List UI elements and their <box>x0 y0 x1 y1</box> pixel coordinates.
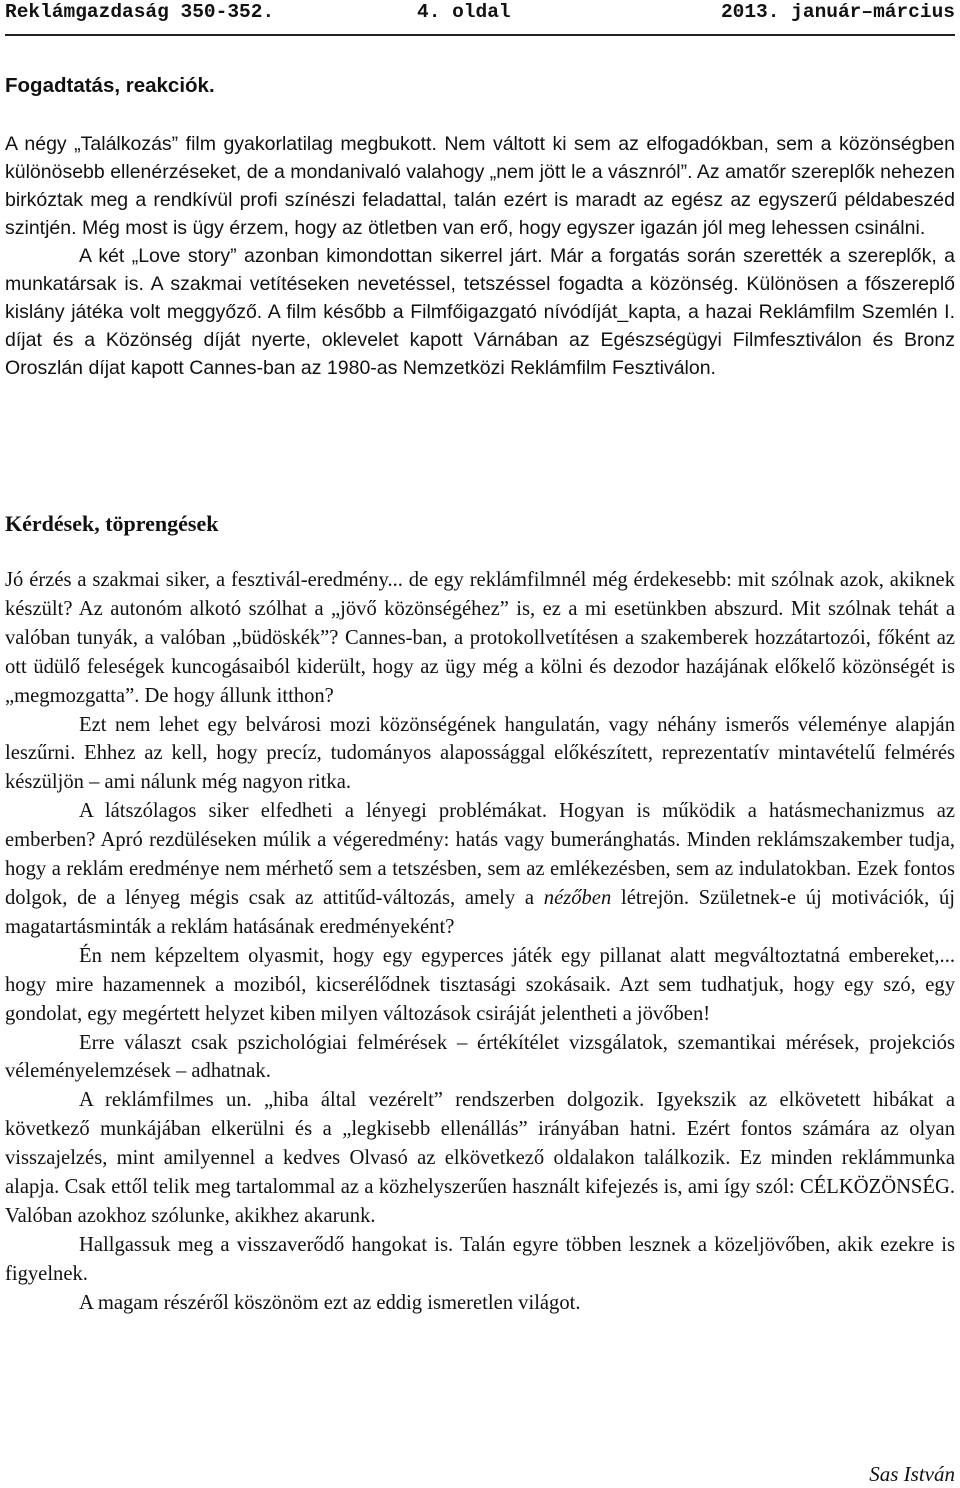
paragraph-text: A látszólagos siker elfedheti a lényegi problémákat. Hogyan is működik a hatásmechanizmus az emberben? Apró rezdüléseken múlik a végeredmény: hatás vagy bumeránghatás. Minden reklámszakember tudja, hogy a reklám eredménye nem mérhető sem a tetszésben, sem az emlékezésben, sem az indulatokban. Ezek fontos dolgok, de a lényeg mégis csak az attitűd-változás, amely a <box>5 800 955 909</box>
paragraph: Ezt nem lehet egy belvárosi mozi közönségének hangulatán, vagy néhány ismerős véleménye alapján leszűrni. Ehhez az kell, hogy precíz, tudományos alapossággal előkészített, reprezentatív mintavételű felmérés készüljön – ami nálunk még nagyon ritka. <box>5 713 955 794</box>
paragraph <box>5 797 955 942</box>
author-signature: Sas István <box>869 1462 955 1486</box>
page-header <box>5 0 955 36</box>
section-questions-body <box>5 566 955 1318</box>
paragraph: Én nem képzeltem olyasmit, hogy egy egyperces játék egy pillanat alatt megváltoztatná embereket,... hogy mire hazamennek a moziból, kicserélődnek tisztasági szokásaik. Azt sem tudhatjuk, hogy egy szó, egy gondolat, egy megértett helyzet kiben milyen változások csiráját jelentheti a jövőben! <box>5 944 955 1025</box>
issue-date: 2013. január–március <box>720 1 955 23</box>
paragraph: Hallgassuk meg a visszaverődő hangokat is. Talán egyre többen lesznek a közeljövőben, akik ezekre is figyelnek. <box>5 1233 955 1285</box>
document-page <box>5 0 955 1314</box>
section-reception-body <box>5 130 955 382</box>
publication-title: Reklámgazdaság 350-352. <box>5 1 275 23</box>
paragraph: A két „Love story” azonban kimondottan sikerrel járt. Már a forgatás során szerették a szereplők, a munkatársak is. A szakmai vetítéseken nevetéssel, tetszéssel fogadta a közönség. Különösen a főszereplő kislány játéka volt meggyőző. A film később a Filmfőigazgató nívódíját_kapta, a hazai Reklámfilm Szemlén I. díjat és a Közönség díját nyerte, oklevelet kapott Várnában az Egészségügyi Filmfesztiválon és Bronz Oroszlán díjat kapott Cannes-ban az 1980-as Nemzetközi Reklámfilm Fesztiválon. <box>5 245 955 379</box>
paragraph: Jó érzés a szakmai siker, a fesztivál-eredmény... de egy reklámfilmnél még érdekesebb: mit szólnak azok, akiknek készült? Az autonóm alkotó szólhat a „jövő közönségéhez” is, ez a mi esetünkben abszurd. Mit szólnak tehát a valóban tunyák, a valóban „büdöskék”? Cannes-ban, a protokollvetítésen a szakemberek hozzátartozói, főként az ott üdülő feleségek kuncogásaiból kiderült, hogy az ügy még a kölni és dezodor hazájának előkelő közönségét is „megmozgatta”. De hogy állunk itthon? <box>5 569 955 707</box>
paragraph-text: létrejön. Születnek-e új motivációk, új magatartásminták a reklám hatásának eredményeként? <box>5 886 955 938</box>
paragraph: Erre választ csak pszichológiai felmérések – értékítélet vizsgálatok, szemantikai mérések, projekciós véleményelemzések – adhatnak. <box>5 1031 955 1083</box>
paragraph: A négy „Találkozás” film gyakorlatilag megbukott. Nem váltott ki sem az elfogadókban, sem a közönségben különösebb ellenérzéseket, de a mondanivaló valahogy „nem jött le a vásznról”. Az amatőr szereplők nehezen birkóztak meg a rendkívül profi színészi feladattal, talán ezért is maradt az egész az egyszerű példabeszéd szintjén. Még most is ügy érzem, hogy az ötletben van erő, hogy egyszer igazán jól meg lehessen csinálni. <box>5 133 955 239</box>
page-number: 4. oldal <box>417 1 511 23</box>
emphasis-text: nézőben <box>543 886 612 909</box>
paragraph: A magam részéről köszönöm ezt az eddig ismeretlen világot. <box>79 1291 581 1314</box>
section-heading-reception: Fogadtatás, reakciók. <box>5 74 215 97</box>
section-heading-questions: Kérdések, töprengések <box>5 511 219 536</box>
paragraph: A reklámfilmes un. „hiba által vezérelt” rendszerben dolgozik. Igyekszik az elkövetett hibákat a következő munkájában elkerülni és a „legkisebb ellenállás” irányában hatni. Ezért fontos számára az olyan visszajelzés, mint amilyennel a kedves Olvasó az elkövetkező oldalakon találkozik. Ez minden reklámmunka alapja. Csak ettől telik meg tartalommal az a közhelyszerűen használt kifejezés is, ami így szól: CÉLKÖZÖNSÉG. Valóban azokhoz szólunke, akikhez akarunk. <box>5 1089 955 1227</box>
